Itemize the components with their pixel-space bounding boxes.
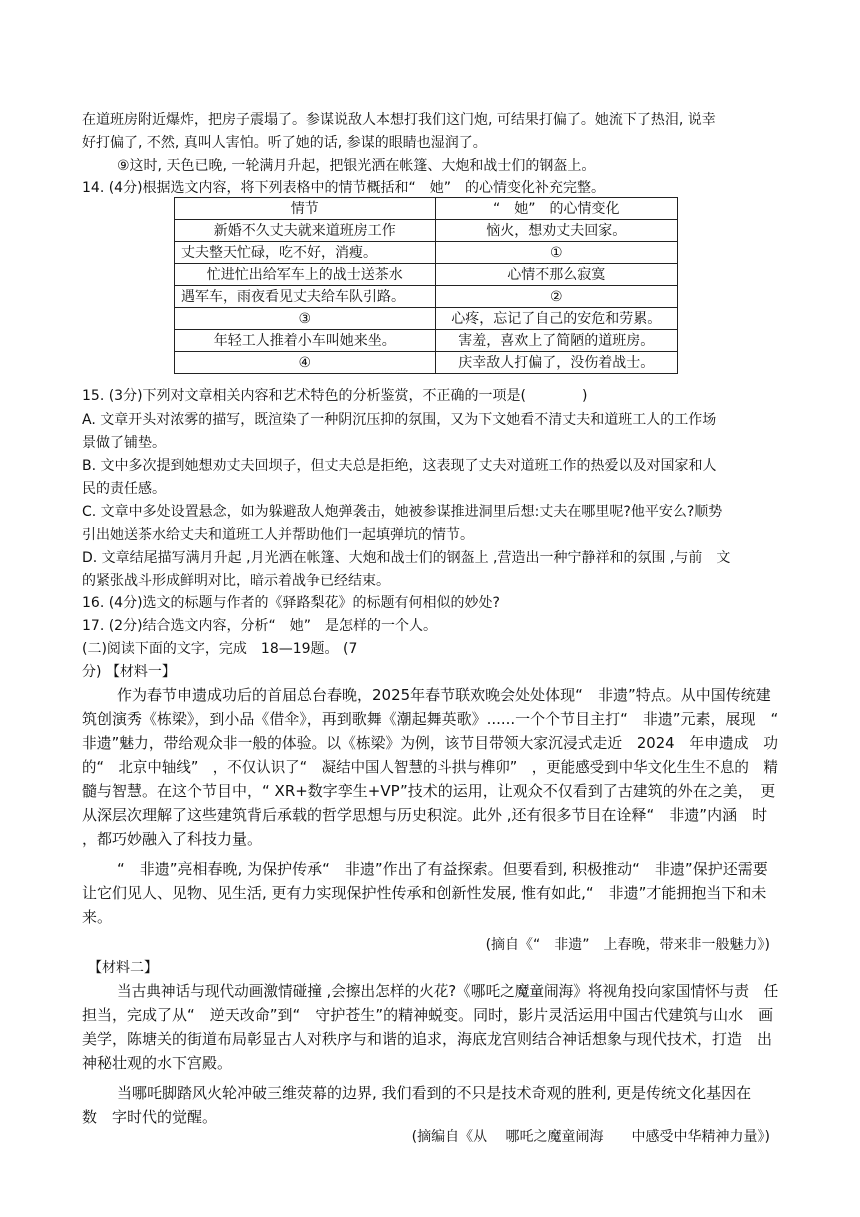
material2-title: 【材料二】: [88, 960, 158, 976]
table-cell: 丈夫整天忙碌，吃不好，消瘦。: [175, 242, 436, 264]
question-15: 15. (3分)下列对文章相关内容和艺术特色的分析鉴赏，不正确的一项是( ): [82, 388, 588, 404]
story-line: 在道班房附近爆炸，把房子震塌了。参谋说敌人本想打我们这门炮, 可结果打偏了。她流下了热泪, 说幸: [82, 112, 716, 128]
material1-line: 作为春节申遗成功后的首届总台春晚，2025年春节联欢晚会处处体现“ 非遗”特点。从中国传统建: [117, 686, 771, 704]
table-row: [175, 264, 678, 286]
material1-line: 从深层次理解了这些建筑背后承载的哲学思想与历史积淀。此外 ,还有很多节目在诠释“ 非遗”内涵 时: [82, 806, 768, 824]
story-line: 好打偏了, 不然, 真叫人害怕。听了她的话, 参谋的眼睛也湿润了。: [82, 135, 487, 151]
table-row: [175, 352, 678, 374]
material1-line: ，都巧妙融入了科技力量。: [82, 830, 263, 848]
plot-mood-table: [174, 197, 678, 374]
option-c-line: 引出她送茶水给丈夫和道班工人并帮助他们一起填弹坑的情节。: [82, 527, 474, 543]
source-text: (摘自《“ 非遗” 上春晚，带来非一般魅力》): [485, 937, 770, 953]
option-d-line: 的紧张战斗形成鲜明对比，暗示着战争已经结束。: [82, 573, 390, 589]
material1-source: [420, 935, 770, 955]
option-a-line: A. 文章开头对浓雾的描写，既渲染了一种阴沉压抑的氛围，又为下文她看不清丈夫和道班工人的工作场: [82, 412, 717, 428]
material1-line: 让它们见人、见物、见生活, 更有力实现保护性传承和创新性发展, 惟有如此,“ 非遗”才能拥抱当下和未: [82, 884, 767, 902]
material1-line: 来。: [82, 908, 113, 926]
option-c-line: C. 文章中多处设置悬念，如为躲避敌人炮弹袭击，她被参谋推进洞里后想:丈夫在哪里呢?他平安么?顺势: [82, 504, 723, 520]
table-row: [175, 286, 678, 308]
table-cell: 庆幸敌人打偏了，没伤着战士。: [435, 352, 677, 374]
table-row: [175, 330, 678, 352]
question-17: 17. (2分)结合选文内容，分析“ 她” 是怎样的一个人。: [82, 618, 438, 634]
table-cell: 害羞，喜欢上了简陋的道班房。: [435, 330, 677, 352]
material2-line: 数 字时代的觉醒。: [82, 1108, 218, 1126]
material2-line: 美学，陈塘关的街道布局彰显古人对秩序与和谐的追求，海底龙宫则结合神话想象与现代技术，打造 出: [82, 1030, 773, 1048]
material2-line: 当哪吒脚踏风火轮冲破三维荧幕的边界, 我们看到的不只是技术奇观的胜利, 更是传统文化基因在: [117, 1084, 752, 1102]
material2-line: 神秘壮观的水下宫殿。: [82, 1054, 233, 1072]
option-a-line: 景做了铺垫。: [82, 435, 166, 451]
table-cell: 心疼，忘记了自己的安危和劳累。: [435, 308, 677, 330]
table-cell-blank: ①: [435, 242, 677, 264]
material2-line: 当古典神话与现代动画激情碰撞 ,会擦出怎样的火花?《哪吒之魔童闹海》将视角投向家国情怀与责 任: [117, 982, 779, 1000]
table-cell-blank: ④: [175, 352, 436, 374]
material1-line: 非遗”魅力，带给观众非一般的体验。以《栋梁》为例，该节目带领大家沉浸式走近 2024 年申遗成 功: [82, 734, 779, 752]
table-cell-blank: ②: [435, 286, 677, 308]
table-header-cell: 情节: [175, 198, 436, 220]
table-cell: 年轻工人推着小车叫她来坐。: [175, 330, 436, 352]
table-cell: 心情不那么寂寞: [435, 264, 677, 286]
material1-line: 髓与智慧。在这个节目中，“ XR+数字孪生+VP”技术的运用，让观众不仅看到了古建筑的外在之美， 更: [82, 782, 776, 800]
story-line: ⑨这时, 天色已晚, 一轮满月升起，把银光洒在帐篷、大炮和战士们的钢盔上。: [117, 158, 596, 174]
option-b-line: 民的责任感。: [82, 481, 166, 497]
material2-source: [360, 1127, 770, 1147]
material1-line: 筑创演秀《栋梁》，到小品《借伞》，再到歌舞《潮起舞英歌》......一个个节目主打“ 非遗”元素，展现 “: [82, 710, 779, 728]
table-row: [175, 220, 678, 242]
section-heading: (二)阅读下面的文字，完成 18—19题。 (7: [82, 641, 358, 657]
material2-line: 担当，完成了从“ 逆天改命”到“ 守护苍生”的精神蜕变。同时，影片灵活运用中国古代建筑与山水 画: [82, 1006, 774, 1024]
table-header-cell: “ 她” 的心情变化: [435, 198, 677, 220]
table-cell-blank: ③: [175, 308, 436, 330]
section-heading: 分) 【材料一】: [82, 664, 176, 680]
table-header-row: [175, 198, 678, 220]
material1-line: 的“ 北京中轴线” ，不仅认识了“ 凝结中国人智慧的斗拱与榫卯” ，更能感受到中华文化生生不息的 精: [82, 758, 778, 776]
source-text: (摘编自《从 哪吒之魔童闹海 中感受中华精神力量》): [411, 1129, 770, 1145]
table-cell: 恼火，想劝丈夫回家。: [435, 220, 677, 242]
table-cell: 忙进忙出给军车上的战士送茶水: [175, 264, 436, 286]
table-row: [175, 242, 678, 264]
question-14: 14. (4分)根据选文内容，将下列表格中的情节概括和“ 她” 的心情变化补充完整。: [82, 180, 606, 196]
option-d-line: D. 文章结尾描写满月升起 ,月光洒在帐篷、大炮和战士们的钢盔上 ,营造出一种宁静祥和的氛围 ,与前 文: [82, 550, 731, 566]
table-cell: 新婚不久丈夫就来道班房工作: [175, 220, 436, 242]
table-cell: 遇军车，雨夜看见丈夫给车队引路。: [175, 286, 436, 308]
question-16: 16. (4分)选文的标题与作者的《驿路梨花》的标题有何相似的妙处?: [82, 595, 500, 611]
option-b-line: B. 文中多次提到她想劝丈夫回坝子，但丈夫总是拒绝，这表现了丈夫对道班工作的热爱以及对国家和人: [82, 458, 717, 474]
table-row: [175, 308, 678, 330]
material1-line: “ 非遗”亮相春晚, 为保护传承“ 非遗”作出了有益探索。但要看到, 积极推动“ 非遗”保护还需要: [117, 860, 768, 878]
